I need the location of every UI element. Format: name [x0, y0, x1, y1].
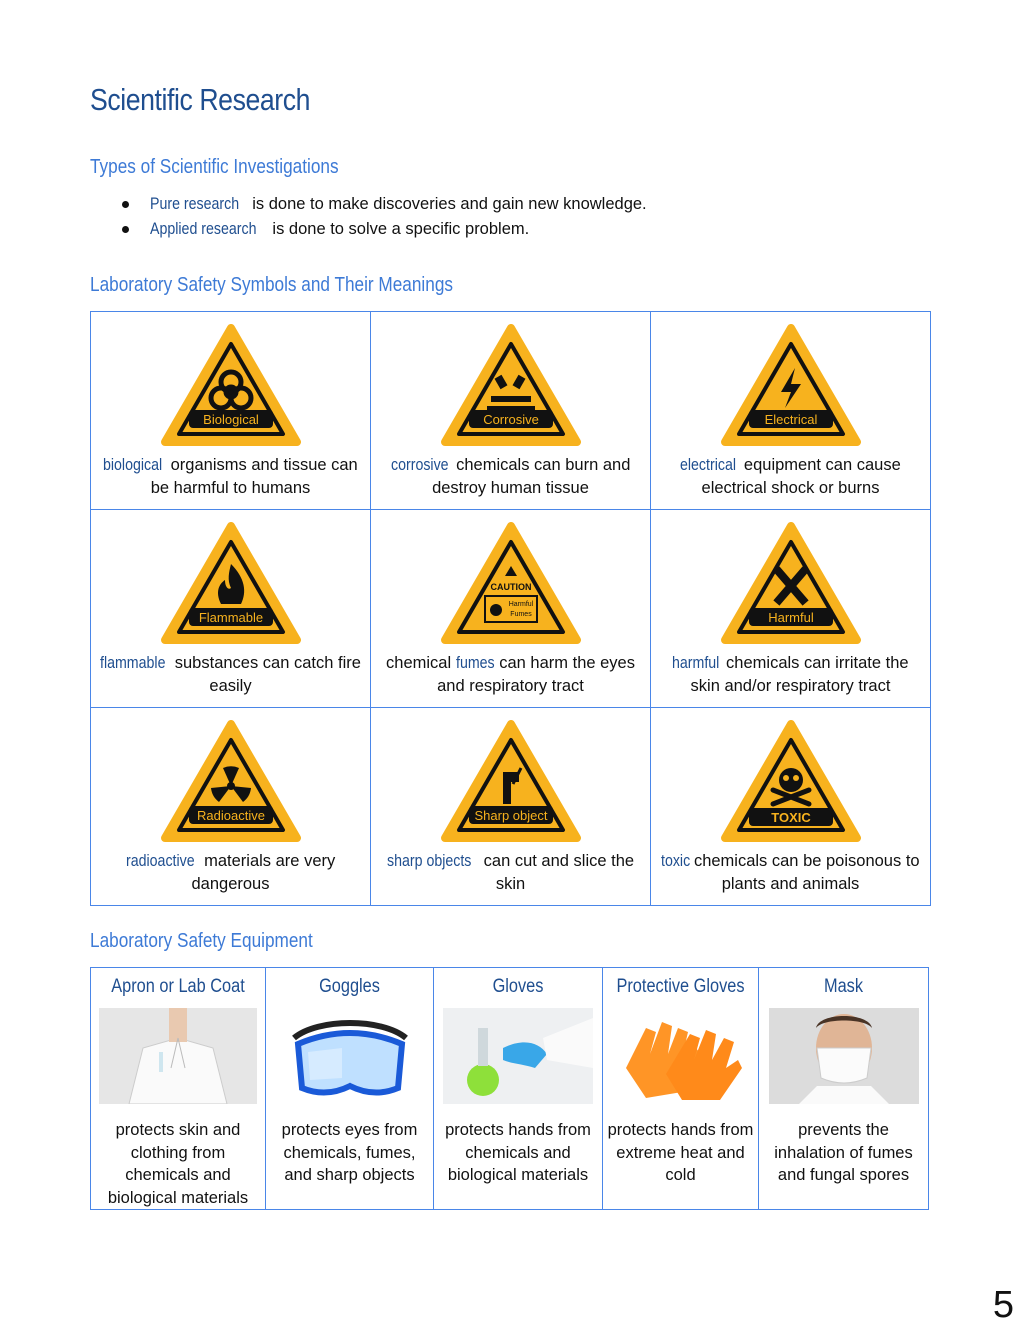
mask-image — [769, 1008, 919, 1104]
term: harmful — [672, 654, 720, 672]
flammable-sign-icon — [161, 522, 301, 646]
equipment-description: prevents the inhalation of fumes and fungal spores — [774, 1121, 913, 1184]
symbol-description — [651, 850, 930, 896]
symbol-description — [371, 454, 650, 500]
description-text: substances can catch fire easily — [170, 654, 361, 695]
lab-coat-image — [99, 1008, 257, 1104]
equipment-description: protects eyes from chemicals, fumes, and sharp objects — [281, 1121, 418, 1184]
equipment-name: Apron or Lab Coat — [111, 976, 245, 997]
term: electrical — [680, 456, 737, 474]
description-text: materials are very dangerous — [191, 852, 336, 893]
sign-label: Electrical — [764, 412, 817, 427]
sign-label: Biological — [202, 412, 259, 427]
equipment-description: protects hands from chemicals and biological materials — [445, 1121, 591, 1184]
symbol-description — [651, 652, 930, 698]
symbol-description — [371, 652, 650, 698]
list-item — [118, 193, 647, 218]
term: toxic — [661, 852, 691, 870]
symbol-description — [91, 850, 370, 896]
equipment-description: protects skin and clothing from chemicals and biological materials — [107, 1121, 249, 1207]
symbol-cell — [371, 312, 651, 510]
goggles-image — [288, 1008, 412, 1104]
sign-label: TOXIC — [770, 810, 811, 825]
equipment-cell — [434, 968, 603, 1210]
term: corrosive — [390, 456, 449, 474]
sign-label: Radioactive — [196, 808, 265, 823]
sign-label: Sharp object — [474, 808, 547, 823]
equipment-name: Mask — [823, 976, 864, 997]
description-text: can cut and slice the skin — [479, 852, 635, 893]
list-item — [118, 218, 647, 243]
term: biological — [103, 456, 163, 474]
fumes-label-1: Harmful — [508, 601, 533, 608]
harmful-sign-icon — [721, 522, 861, 646]
symbol-cell — [91, 312, 371, 510]
symbol-cell — [371, 510, 651, 708]
symbol-cell — [651, 312, 931, 510]
bullet-icon — [122, 201, 129, 208]
symbol-description — [371, 850, 650, 896]
page-number: 5 — [992, 1284, 1014, 1326]
description-text: chemicals can burn and destroy human tissue — [432, 456, 631, 497]
toxic-sign-icon — [721, 720, 861, 844]
equipment-cell — [603, 968, 759, 1210]
equipment-cell — [759, 968, 929, 1210]
list-text: is done to make discoveries and gain new knowledge. — [247, 195, 647, 213]
term: sharp objects — [386, 852, 472, 870]
biohazard-sign-icon — [161, 324, 301, 448]
electrical-sign-icon — [721, 324, 861, 448]
sign-label: Harmful — [767, 610, 814, 625]
symbol-description — [651, 454, 930, 500]
equipment-name: Gloves — [492, 976, 544, 997]
sign-label: Flammable — [198, 610, 263, 625]
caution-label: CAUTION — [490, 582, 531, 592]
investigation-list — [118, 193, 647, 243]
page-title: Scientific Research — [90, 82, 311, 117]
term: Applied research — [150, 220, 257, 238]
equipment-name: Protective Gloves — [616, 976, 745, 997]
equipment-description: protects hands from extreme heat and cold — [607, 1121, 754, 1184]
description-text: chemicals can irritate the skin and/or respiratory tract — [690, 654, 909, 695]
term: fumes — [455, 654, 495, 672]
symbol-cell — [91, 510, 371, 708]
equipment-name: Goggles — [319, 976, 380, 997]
term: radioactive — [125, 852, 195, 870]
radioactive-sign-icon — [161, 720, 301, 844]
term: flammable — [100, 654, 166, 672]
sign-label: Corrosive — [482, 412, 539, 427]
description-text: equipment can cause electrical shock or burns — [701, 456, 901, 497]
equipment-cell — [91, 968, 266, 1210]
fumes-label-2: Fumes — [509, 611, 532, 618]
description-text: can harm the eyes and respiratory tract — [437, 654, 635, 695]
symbol-description — [91, 454, 370, 500]
description-text: organisms and tissue can be harmful to humans — [150, 456, 358, 497]
section-heading-investigations: Types of Scientific Investigations — [90, 156, 339, 178]
list-text: is done to solve a specific problem. — [267, 220, 530, 238]
gloves-image — [443, 1008, 593, 1104]
sharp-object-sign-icon — [441, 720, 581, 844]
corrosive-sign-icon — [441, 324, 581, 448]
bullet-icon — [122, 226, 129, 233]
heat-gloves-image — [616, 1008, 746, 1104]
harmful-fumes-sign-icon — [441, 522, 581, 646]
description-text: chemicals can be poisonous to plants and animals — [689, 852, 920, 893]
term: Pure research — [150, 195, 240, 213]
symbol-cell — [651, 510, 931, 708]
section-heading-symbols: Laboratory Safety Symbols and Their Meanings — [90, 274, 454, 296]
symbol-cell — [371, 708, 651, 906]
safety-equipment-table — [90, 967, 929, 1210]
equipment-cell — [266, 968, 434, 1210]
symbol-cell — [651, 708, 931, 906]
description-pre: chemical — [386, 654, 456, 672]
safety-symbols-table — [90, 311, 931, 906]
symbol-cell — [91, 708, 371, 906]
symbol-description — [91, 652, 370, 698]
section-heading-equipment: Laboratory Safety Equipment — [90, 930, 313, 952]
